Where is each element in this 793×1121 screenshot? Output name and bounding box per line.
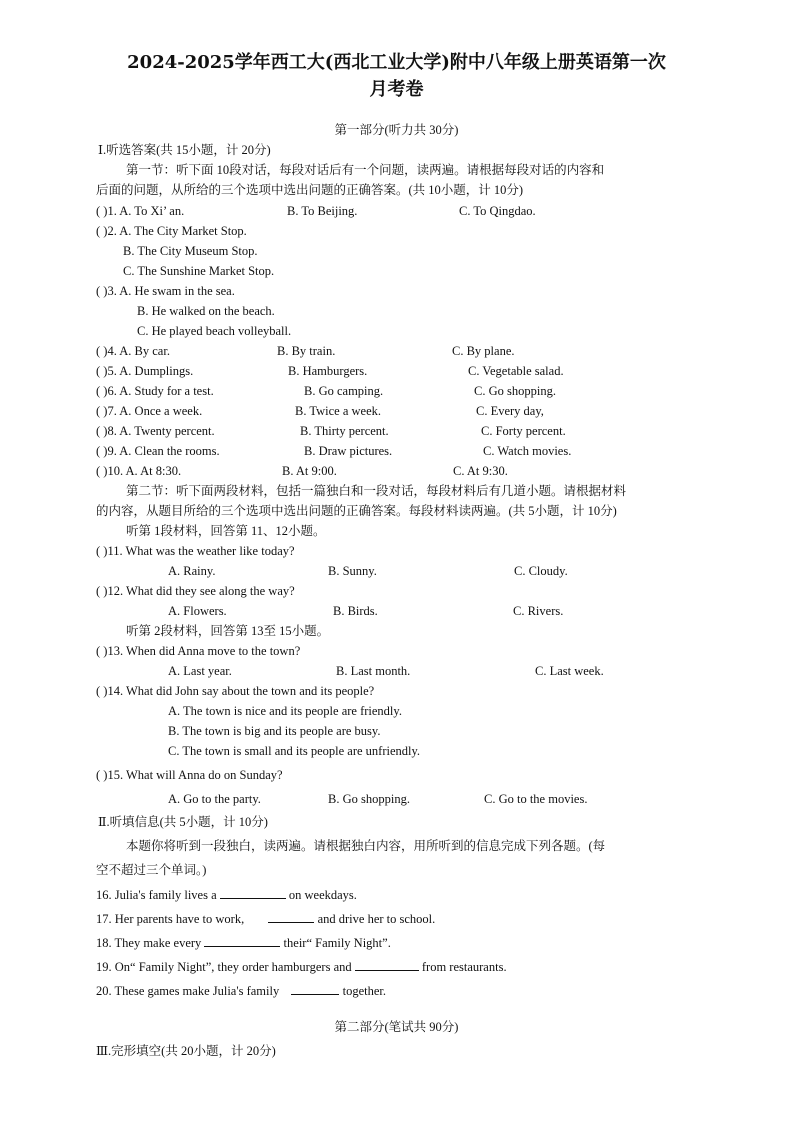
fill-item-17-text-before: 17. Her parents have to work, — [96, 912, 245, 926]
question-12-option-c: C. Rivers. — [513, 604, 564, 618]
question-7-option-b: B. Twice a week. — [295, 404, 382, 418]
question-8-option-b: B. Thirty percent. — [300, 424, 389, 438]
question-10-stem: ( )10. A. At 8:30. — [96, 464, 182, 478]
question-11-option-c: C. Cloudy. — [514, 564, 568, 578]
section1-intro-line-1: 第一节：听下面 10段对话，每段对话后有一个问题，读两遍。请根据每段对话的内容和 — [126, 163, 605, 177]
fill-item-19-text-before: 19. On“ Family Night”, they order hamburgers and — [96, 960, 352, 974]
question-6-option-b: B. Go camping. — [304, 384, 384, 398]
fill-item-18-text-before: 18. They make every — [96, 936, 202, 950]
question-13-option-b: B. Last month. — [336, 664, 411, 678]
question-1-stem: ( )1. A. To Xi’ an. — [96, 204, 185, 218]
fill-item-19 — [96, 958, 507, 976]
question-15-stem: ( )15. What will Anna do on Sunday? — [96, 768, 283, 782]
question-7-stem: ( )7. A. Once a week. — [96, 404, 203, 418]
question-10-option-c: C. At 9:30. — [453, 464, 508, 478]
question-5-stem: ( )5. A. Dumplings. — [96, 364, 194, 378]
question-3-option-c: C. He played beach volleyball. — [137, 324, 292, 338]
question-2-stem: ( )2. A. The City Market Stop. — [96, 224, 247, 238]
part2-heading: 第二部分(笔试共 90分) — [334, 1020, 459, 1034]
section2-intro-line-1: 本题你将听到一段独白，读两遍。请根据独白内容，用所听到的信息完成下列各题。(每 — [126, 839, 606, 853]
section2-heading: Ⅱ.听填信息(共 5小题，计 10分) — [98, 815, 268, 829]
question-9-option-c: C. Watch movies. — [483, 444, 572, 458]
fill-item-20-blank[interactable] — [291, 982, 339, 995]
section1-part2-intro-line-2: 的内容，从题目所给的三个选项中选出问题的正确答案。每段材料读两遍。(共 5小题，计 10分) — [96, 504, 617, 518]
question-13-stem: ( )13. When did Anna move to the town? — [96, 644, 301, 658]
fill-item-19-text-after: from restaurants. — [421, 960, 507, 974]
question-15-option-a: A. Go to the party. — [168, 792, 261, 806]
fill-item-16 — [96, 886, 357, 904]
fill-item-17-text-after: and drive her to school. — [317, 912, 436, 926]
part1-heading: 第一部分(听力共 30分) — [334, 123, 459, 137]
question-9-stem: ( )9. A. Clean the rooms. — [96, 444, 220, 458]
fill-item-16-text-before: 16. Julia's family lives a — [96, 888, 217, 902]
question-2-option-b: B. The City Museum Stop. — [123, 244, 258, 258]
question-11-stem: ( )11. What was the weather like today? — [96, 544, 295, 558]
fill-item-16-text-after: on weekdays. — [288, 888, 357, 902]
question-10-option-b: B. At 9:00. — [282, 464, 337, 478]
fill-item-18-text-after: their“ Family Night”. — [283, 936, 391, 950]
exam-title-line-1: 2024-2025学年西工大(西北工业大学)附中八年级上册英语第一次 — [127, 52, 666, 73]
question-13-option-c: C. Last week. — [535, 664, 604, 678]
exam-title-line-2: 月考卷 — [369, 79, 424, 100]
question-11-option-a: A. Rainy. — [168, 564, 216, 578]
fill-item-18 — [96, 934, 391, 952]
question-14-option-b: B. The town is big and its people are busy. — [168, 724, 381, 738]
question-1-option-c: C. To Qingdao. — [459, 204, 536, 218]
section1-part2-intro-line-1: 第二节：听下面两段材料，包括一篇独白和一段对话，每段材料后有几道小题。请根据材料 — [126, 484, 627, 498]
section1-heading: Ⅰ.听选答案(共 15小题，计 20分) — [98, 143, 271, 157]
fill-item-19-blank[interactable] — [355, 958, 419, 971]
question-3-stem: ( )3. A. He swam in the sea. — [96, 284, 235, 298]
question-4-option-c: C. By plane. — [452, 344, 515, 358]
section1-intro-line-2: 后面的问题，从所给的三个选项中选出问题的正确答案。(共 10小题，计 10分) — [96, 183, 524, 197]
section3-heading: Ⅲ.完形填空(共 20小题，计 20分) — [96, 1044, 276, 1058]
material-1-note: 听第 1段材料，回答第 11、12小题。 — [126, 524, 326, 538]
section2-intro-line-2: 空不超过三个单词。) — [96, 863, 207, 877]
question-15-option-c: C. Go to the movies. — [484, 792, 588, 806]
question-8-option-c: C. Forty percent. — [481, 424, 566, 438]
fill-item-20-text-before: 20. These games make Julia's family — [96, 984, 280, 998]
question-6-option-c: C. Go shopping. — [474, 384, 556, 398]
question-14-option-a: A. The town is nice and its people are friendly. — [168, 704, 402, 718]
fill-item-17 — [96, 910, 435, 928]
question-7-option-c: C. Every day, — [476, 404, 544, 418]
question-4-stem: ( )4. A. By car. — [96, 344, 170, 358]
question-5-option-c: C. Vegetable salad. — [468, 364, 564, 378]
question-2-option-c: C. The Sunshine Market Stop. — [123, 264, 275, 278]
fill-item-20 — [96, 982, 386, 1000]
question-15-option-b: B. Go shopping. — [328, 792, 410, 806]
fill-item-16-blank[interactable] — [220, 886, 286, 899]
question-3-option-b: B. He walked on the beach. — [137, 304, 275, 318]
question-5-option-b: B. Hamburgers. — [288, 364, 368, 378]
question-4-option-b: B. By train. — [277, 344, 336, 358]
question-14-stem: ( )14. What did John say about the town and its people? — [96, 684, 375, 698]
fill-item-20-text-after: together. — [342, 984, 386, 998]
question-12-option-b: B. Birds. — [333, 604, 378, 618]
fill-item-17-blank[interactable] — [268, 910, 314, 923]
question-14-option-c: C. The town is small and its people are unfriendly. — [168, 744, 421, 758]
material-2-note: 听第 2段材料，回答第 13至 15小题。 — [126, 624, 330, 638]
question-9-option-b: B. Draw pictures. — [304, 444, 393, 458]
question-11-option-b: B. Sunny. — [328, 564, 377, 578]
question-12-stem: ( )12. What did they see along the way? — [96, 584, 295, 598]
question-12-option-a: A. Flowers. — [168, 604, 227, 618]
fill-item-18-blank[interactable] — [204, 934, 280, 947]
question-8-stem: ( )8. A. Twenty percent. — [96, 424, 215, 438]
question-6-stem: ( )6. A. Study for a test. — [96, 384, 214, 398]
question-1-option-b: B. To Beijing. — [287, 204, 358, 218]
question-13-option-a: A. Last year. — [168, 664, 232, 678]
